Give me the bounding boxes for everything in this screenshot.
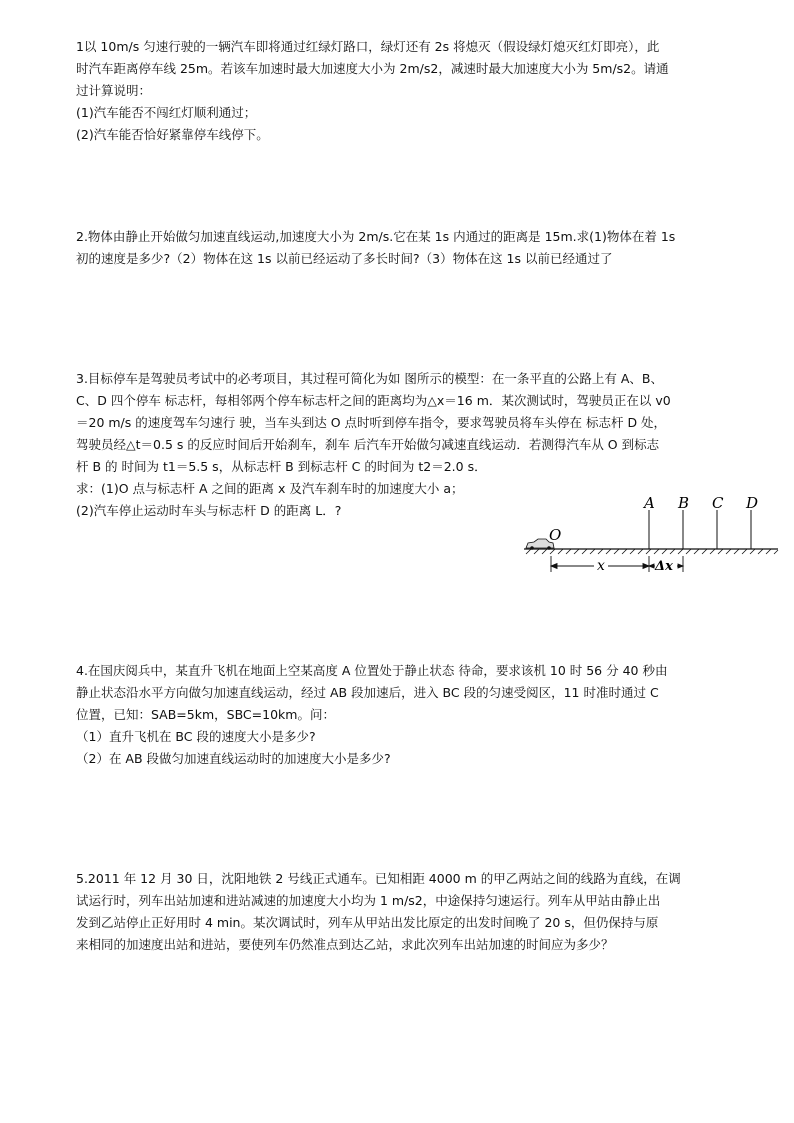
question-line: 3.目标停车是驾驶员考试中的必考项目，其过程可简化为如 图所示的模型：在一条平直的公路上有 A、B、 bbox=[76, 371, 664, 386]
question-line: 求：(1)O 点与标志杆 A 之间的距离 x 及汽车刹车时的加速度大小 a； bbox=[76, 481, 464, 496]
pole-label-d: D bbox=[746, 494, 759, 512]
dx-dimension-label: Δx bbox=[655, 559, 673, 572]
question-line: 杆 B 的 时间为 t1＝5.5 s，从标志杆 B 到标志杆 C 的时间为 t2＝2.0 s． bbox=[76, 459, 487, 474]
question-line: 1以 10m/s 匀速行驶的一辆汽车即将通过红绿灯路口，绿灯还有 2s 将熄灭（假设绿灯熄灭红灯即亮），此 bbox=[76, 39, 660, 54]
question-line: (2)汽车能否恰好紧靠停车线停下。 bbox=[76, 127, 269, 142]
question-line: 来相同的加速度出站和进站，要使列车仍然准点到达乙站，求此次列车出站加速的时间应为多少？ bbox=[76, 937, 614, 952]
question-line: （1）直升飞机在 BC 段的速度大小是多少? bbox=[76, 729, 316, 744]
question-line: C、D 四个停车 标志杆，每相邻两个停车标志杆之间的距离均为△x＝16 m．某次测试时，驾驶员正在以 v0 bbox=[76, 393, 671, 408]
question-line: 过计算说明： bbox=[76, 83, 152, 98]
road-diagram bbox=[520, 490, 782, 572]
question-line: 4.在国庆阅兵中，某直升飞机在地面上空某高度 A 位置处于静止状态 待命，要求该机 10 时 56 分 40 秒由 bbox=[76, 663, 668, 678]
question-line: 5.2011 年 12 月 30 日，沈阳地铁 2 号线正式通车。已知相距 4000 m 的甲乙两站之间的线路为直线，在调 bbox=[76, 871, 681, 886]
pole-label-a: A bbox=[644, 494, 655, 512]
question-line: 静止状态沿水平方向做匀加速直线运动，经过 AB 段加速后，进入 BC 段的匀速受阅区，11 时准时通过 C bbox=[76, 685, 659, 700]
question-2 bbox=[76, 226, 721, 270]
pole-label-c: C bbox=[712, 494, 724, 512]
question-4 bbox=[76, 660, 721, 770]
question-1 bbox=[76, 36, 721, 146]
question-line: 位置，已知：SAB=5km，SBC=10km。问： bbox=[76, 707, 335, 722]
question-line: (1)汽车能否不闯红灯顺利通过； bbox=[76, 105, 257, 120]
question-line: ＝20 m/s 的速度驾车匀速行 驶，当车头到达 O 点时听到停车指令，要求驾驶员将车头停在 标志杆 D 处， bbox=[76, 415, 667, 430]
question-line: 试运行时，列车出站加速和进站减速的加速度大小均为 1 m/s2，中途保持匀速运行。列车从甲站由静止出 bbox=[76, 893, 661, 908]
question-line: 2.物体由静止开始做匀加速直线运动,加速度大小为 2m/s.它在某 1s 内通过的距离是 15m.求(1)物体在着 1s bbox=[76, 229, 676, 244]
pole-label-b: B bbox=[678, 494, 690, 512]
x-dimension-label: x bbox=[597, 558, 605, 572]
question-5 bbox=[76, 868, 721, 956]
ground-hatching bbox=[526, 549, 778, 554]
question-line: （2）在 AB 段做匀加速直线运动时的加速度大小是多少? bbox=[76, 751, 391, 766]
question-line: 时汽车距离停车线 25m。若该车加速时最大加速度大小为 2m/s2，减速时最大加速度大小为 5m/s2。请通 bbox=[76, 61, 669, 76]
question-line: 初的速度是多少?（2）物体在这 1s 以前已经运动了多长时间?（3）物体在这 1s 以前已经通过了 bbox=[76, 251, 613, 266]
question-line: (2)汽车停止运动时车头与标志杆 D 的距离 L．? bbox=[76, 503, 342, 518]
question-line: 发到乙站停止正好用时 4 min。某次调试时，列车从甲站出发比原定的出发时间晚了 20 s，但仍保持与原 bbox=[76, 915, 659, 930]
origin-label: O bbox=[549, 526, 562, 544]
question-line: 驾驶员经△t＝0.5 s 的反应时间后开始刹车，刹车 后汽车开始做匀减速直线运动．若测得汽车从 O 到标志 bbox=[76, 437, 660, 452]
